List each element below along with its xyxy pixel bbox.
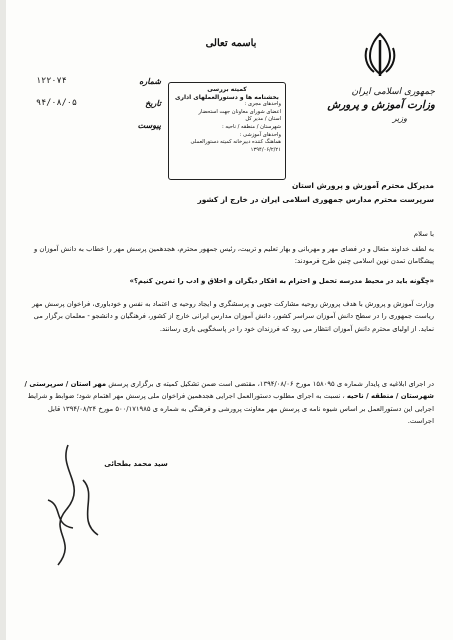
emblem-icon	[360, 30, 400, 80]
date-value: ۹۴/۰۸/۰۵	[36, 98, 77, 108]
number-row	[36, 70, 161, 92]
bismillah: باسمه تعالی	[205, 38, 257, 49]
letter-meta	[36, 70, 161, 136]
number-label: شماره	[139, 76, 161, 86]
stamp-line: ۱۳۹۴/۰۶/۲/۲۱	[250, 146, 281, 153]
paragraph-3-bold: مهر استان / سرپرستی / شهرستان / منطقه / ناحیه	[24, 380, 434, 401]
stamp-title: کمیته بررسی	[207, 86, 247, 93]
stamp-line: بخشنامه ها و دستورالعملهای اداری	[175, 93, 279, 101]
addressee-2: سرپرست محترم مدارس جمهوری اسلامی ایران در خارج از کشور	[197, 195, 434, 204]
paragraph-2: وزارت آموزش و پرورش با هدف پرورش روحیه مشارکت جویی و پرسشگری و ایجاد روحیه ی اعتماد به نفس و خودباوری، فراخوان پرسش مهر ریاست جمهوری را در سطح دانش آموزان سراسر کشور، دانش آموزان مدارس ایرانی خارج از کشور، فرهنگیان و دانشجو - معلمان برگزار می نماید. از اولیای محترم دانش آموزان انتظار می رود که فرزندان خود را در پاسخگویی یاری رسانند.	[31, 300, 434, 333]
paragraph-1: به لطف خداوند متعال و در فضای مهر و مهربانی و بهار تعلیم و تربیت، رئیس جمهور محترم، هجدهمین پرسش مهر را خطاب به دانش آموزان و پیشگامان تمدن نوین اسلامی چنین طرح فرمودند:	[33, 245, 434, 266]
ministry-name: وزارت آموزش و پرورش	[327, 99, 435, 111]
greeting: با سلام	[413, 230, 434, 238]
paragraph-3-end: ، نسبت به اجرای مطلوب دستورالعمل اجرایی هجدهمین فراخوان ملی پرسش مهر اهتمام شود؛ ضوابط و شرایط اجرایی این دستورالعمل بر اساس شیوه نامه ی پرسش مهر معاونت پرورشی و فرهنگی به شماره ی ۵۰۰/۱۷۱۹۸۵ مورخ ۱۳۹۴/۰۸/۲۴ قابل اجراست.	[27, 392, 434, 426]
question: «چگونه باید در محیط مدرسه تحمل و احترام به افکار دیگران و اخلاق و ادب را تمرین کنیم؟»	[129, 277, 434, 285]
stamp-line: استان / مدیر کل	[245, 116, 281, 123]
routing-stamp	[168, 82, 286, 180]
signatory-name: سید محمد بطحائی	[104, 460, 168, 468]
stamp-line: شهرستان / منطقه / ناحیه :	[222, 123, 281, 130]
attachment-label: پیوست	[137, 120, 161, 130]
paragraph-3	[22, 378, 434, 428]
scan-edge	[0, 0, 6, 640]
number-value: ۱۲۲۰۷۴	[36, 76, 67, 86]
addressee-1: مدیرکل محترم آموزش و پرورش استان	[291, 181, 434, 190]
attachment-row	[36, 114, 161, 136]
country-name: جمهوری اسلامی ایران	[351, 87, 435, 97]
office-title: وزیر	[392, 114, 407, 123]
paragraph-3-start: در اجرای ابلاغیه ی پایدار شماره ی ۱۵۸۰۹۵ مورخ ۱۳۹۴/۰۸/۰۶، مقتضی است ضمن تشکیل کمیته ی برگزاری پرسش	[108, 380, 434, 388]
stamp-line: هماهنگ کننده دبیرخانه کمیته دستورالعملی	[190, 139, 281, 146]
date-row	[36, 92, 161, 114]
stamp-line: واحدهای آموزشی :	[239, 131, 281, 138]
stamp-line: واحدهای مجری :	[244, 101, 281, 108]
date-label: تاریخ	[145, 98, 161, 108]
stamp-line: اعضای شورای معاونان جهت استحضار	[198, 108, 281, 115]
letterhead	[300, 86, 435, 125]
